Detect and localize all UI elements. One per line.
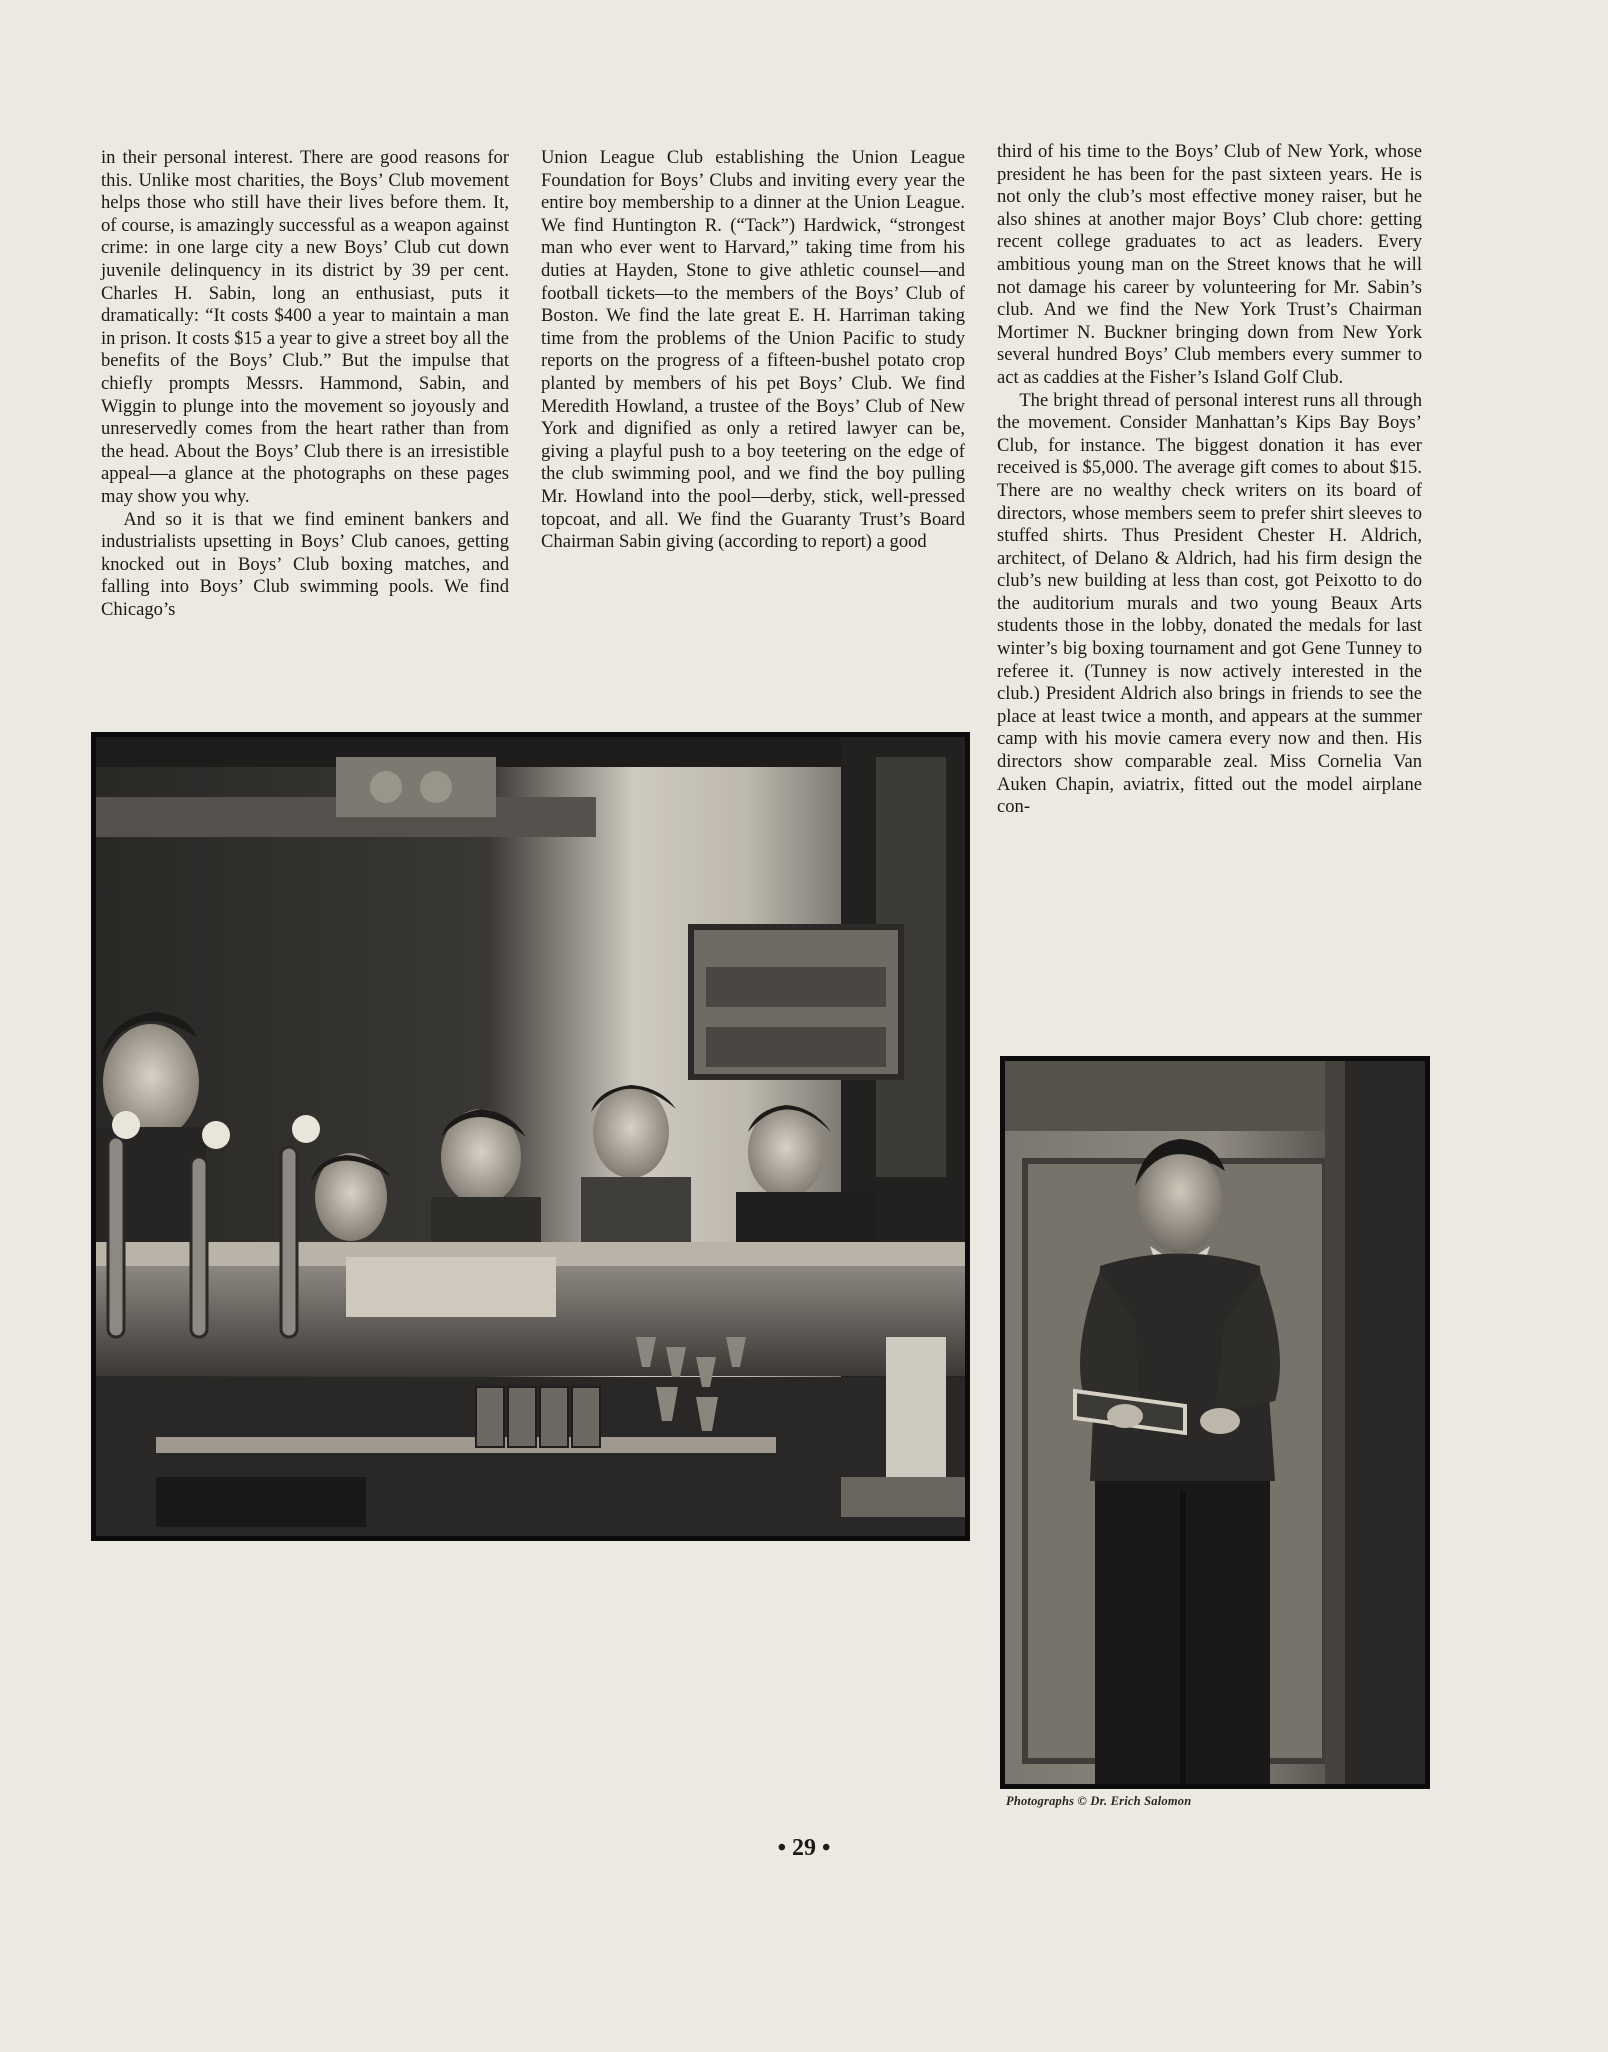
paragraph: third of his time to the Boys’ Club of New York, whose president he has been for the past sixteen years. He is not only the club’s most effective money raiser, but he also shines at another major Boys’ Club chore: getting recent college graduates to act as leaders. Every ambitious young man on the Street knows that he will not damage his career by volunteering for Mr. Sabin’s club. And we find the New York Trust’s Chairman Mortimer N. Buckner bringing down from New York several hundred Boys’ Club members every summer to act as caddies at the Fisher’s Island Golf Club. [997,141,1422,388]
text-column-1 [101,147,509,621]
paragraph: Union League Club establishing the Union League Foundation for Boys’ Clubs and inviting every year the entire boy membership to a dinner at the Union League. We find Huntington R. (“Tack”) Hardwick, “strongest man who ever went to Harvard,” taking time from his duties at Hayden, Stone to give athletic counsel—and football tickets—to the members of the Boys’ Club of Boston. We find the late great E. H. Harriman taking time from the problems of the Union Pacific to study reports on the progress of a fifteen-bushel potato crop planted by members of his pet Boys’ Club. We find Meredith Howland, a trustee of the Boys’ Club of New York and dignified as only a retired lawyer can be, giving a playful push to a boy teetering on the edge of the club swimming pool, and we find the boy pulling Mr. Howland into the pool—derby, stick, well-pressed topcoat, and all. We find the Guaranty Trust’s Board Chairman Sabin giving (according to report) a good [541,147,965,553]
paragraph: And so it is that we find eminent bankers and industrialists upsetting in Boys’ Club canoes, getting knocked out in Boys’ Club boxing matches, and falling into Boys’ Club swimming pools. We find Chicago’s [101,508,509,620]
page-number: • 29 • [777,1835,831,1861]
paragraph: in their personal interest. There are good reasons for this. Unlike most charities, the Boys’ Club movement helps those who still have their lives before them. It, of course, is amazingly successful as a weapon against crime: in one large city a new Boys’ Club cut down juvenile delinquency in its district by 39 per cent. Charles H. Sabin, long an enthusiast, puts it dramatically: “It costs $400 a year to maintain a man in prison. It costs $15 a year to give a street boy all the benefits of the Boys’ Club.” But the impulse that chiefly prompts Messrs. Hammond, Sabin, and Wiggin to plunge into the movement so joyously and unreservedly comes from the heart rather than from the head. About the Boys’ Club there is an irresistible appeal—a glance at the photographs on these pages may show you why. [101,147,509,507]
boy-reading-photo [1000,1056,1430,1789]
paragraph: The bright thread of personal interest runs all through the movement. Consider Manhattan’s Kips Bay Boys’ Club, for instance. The biggest donation it has ever received is $5,000. The average gift comes to about $15. There are no wealthy check writers on its board of directors, whose members seem to prefer shirt sleeves to stuffed shirts. Thus President Chester H. Aldrich, architect, of Delano & Aldrich, had his firm design the club’s new building at less than cost, got Peixotto to do the auditorium murals and two young Beaux Arts students those in the lobby, donated the medals for last winter’s big boxing tournament and got Gene Tunney to referee it. (Tunney is now actively interested in the club.) President Aldrich also brings in friends to see the place at least twice a month, and appears at the summer camp with his movie camera every now and then. His directors show comparable zeal. Miss Cornelia Van Auken Chapin, aviatrix, fitted out the model airplane con- [997,389,1422,818]
text-column-3 [997,141,1422,819]
photo-credit: Photographs © Dr. Erich Salomon [1006,1794,1192,1808]
soda-fountain-photo [91,732,970,1541]
text-column-2 [541,147,965,554]
